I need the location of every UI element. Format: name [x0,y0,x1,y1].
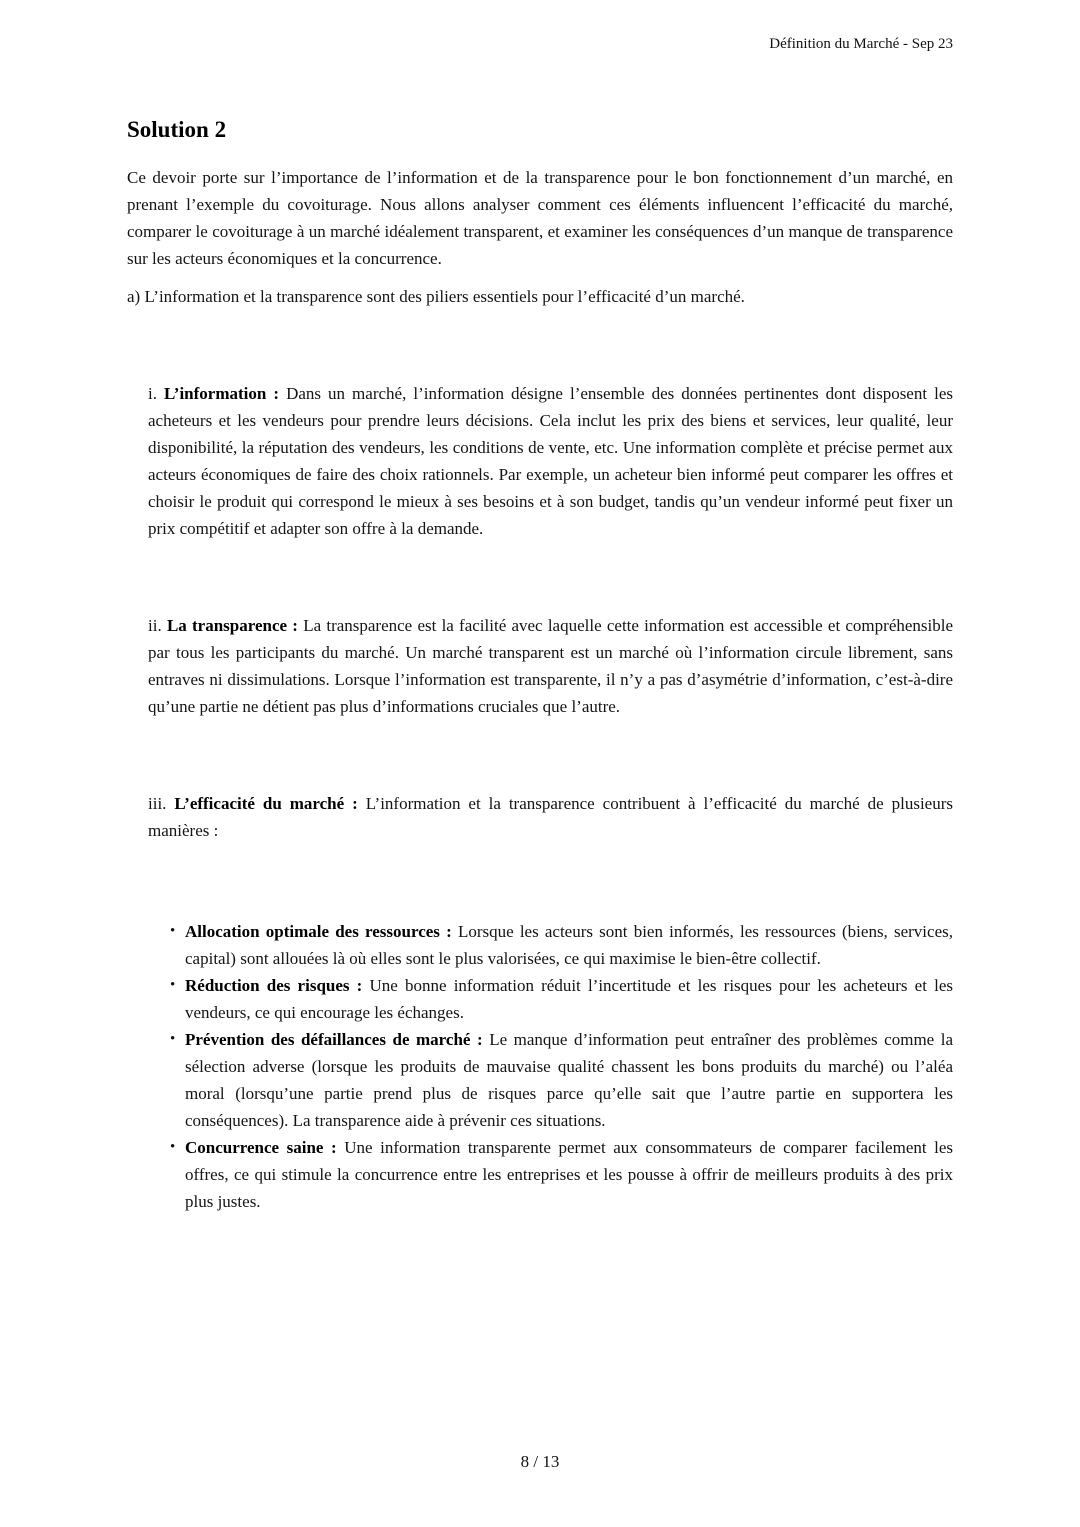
item-text: Dans un marché, l’information désigne l’ensemble des données pertinentes dont disposent les acheteurs et les vendeurs pour prendre leurs décisions. Cela inclut les prix des biens et services, leur qualité, leur disponibilité, la réputation des vendeurs, les conditions de vente, etc. Une information complète et précise permet aux acteurs économiques de faire des choix rationnels. Par exemple, un acheteur bien informé peut comparer les offres et choisir le produit qui correspond le mieux à ses besoins et à son budget, tandis qu’un vendeur informé peut fixer un prix compétitif et adapter son offre à la demande. [148,384,953,538]
item-numeral: i. [148,384,157,403]
bullet-label: Concurrence saine : [185,1138,337,1157]
bullet-label: Réduction des risques : [185,976,363,995]
item-label: L’information : [164,384,280,403]
running-header-text: Définition du Marché - Sep 23 [769,36,953,52]
part-a-paragraph: a) L’information et la transparence sont des piliers essentiels pour l’efficacité d’un marché. [127,287,745,306]
bullet-label: Prévention des défaillances de marché : [185,1030,483,1049]
page-header [127,36,953,53]
list-item [170,972,953,1026]
roman-item-iii [148,790,953,844]
list-item [170,1134,953,1215]
bullet-text: Une information transparente permet aux consommateurs de comparer facilement les offres, ce qui stimule la concurrence entre les entreprises et les pousse à offrir de meilleurs produits à des prix plus justes. [185,1138,954,1211]
bullet-list [170,918,953,1215]
item-label: L’efficacité du marché : [174,794,358,813]
roman-item-i [148,380,953,542]
item-numeral: ii. [148,616,162,635]
list-item [170,918,953,972]
item-text: L’information et la transparence contribuent à l’efficacité du marché de plusieurs manières : [148,794,954,840]
item-text: La transparence est la facilité avec laquelle cette information est accessible et compréhensible par tous les participants du marché. Un marché transparent est un marché où l’information circule librement, sans entraves ni dissimulations. Lorsque l’information est transparente, il n’y a pas d’asymétrie d’information, c’est-à-dire qu’une partie ne détient pas plus d’informations cruciales que l’autre. [148,616,954,716]
bullet-text: Lorsque les acteurs sont bien informés, les ressources (biens, services, capital) sont allouées là où elles sont le plus valorisées, ce qui maximise le bien-être collectif. [185,922,953,968]
list-item [170,1026,953,1134]
bullet-label: Allocation optimale des ressources : [185,922,452,941]
bullet-text: Le manque d’information peut entraîner des problèmes comme la sélection adverse (lorsque les produits de mauvaise qualité chassent les bons produits du marché) ou l’aléa moral (lorsqu’une partie prend plus de risques parce qu’elle sait que l’autre partie en supportera les conséquences). La transparence aide à prévenir ces situations. [185,1030,954,1130]
item-label: La transparence : [166,616,298,635]
section-title: Solution 2 [127,117,227,142]
bullet-text: Une bonne information réduit l’incertitude et les risques pour les acheteurs et les vendeurs, ce qui encourage les échanges. [185,976,953,1022]
item-numeral: iii. [148,794,167,813]
page-number: 8 / 13 [520,1452,560,1471]
roman-item-ii [148,612,953,720]
intro-paragraph: Ce devoir porte sur l’importance de l’information et de la transparence pour le bon fonctionnement d’un marché, en prenant l’exemple du covoiturage. Nous allons analyser comment ces éléments influencent l’efficacité du marché, comparer le covoiturage à un marché idéalement transparent, et examiner les conséquences d’un manque de transparence sur les acteurs économiques et la concurrence. [127,168,953,268]
